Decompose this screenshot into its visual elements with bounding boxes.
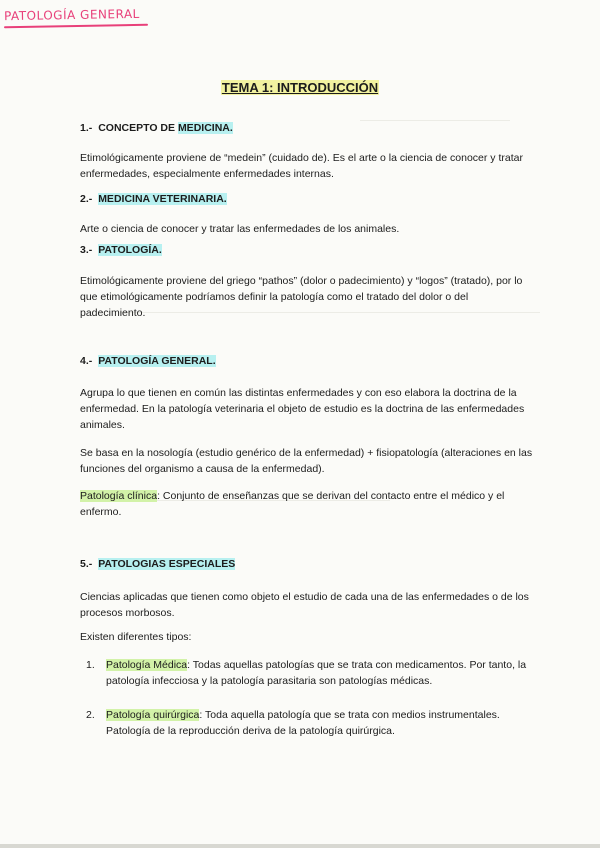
- section-heading-4: [80, 355, 216, 367]
- paragraph: [80, 445, 560, 477]
- heading-highlight: MEDICINA.: [177, 122, 233, 134]
- paragraph: [80, 589, 560, 621]
- paragraph: [80, 150, 560, 182]
- paragraph-line: Etimológicamente proviene del griego “pathos” (dolor o padecimiento) y “logos” (tratado), por lo: [80, 275, 523, 287]
- term-highlight: Patología quirúrgica: [106, 709, 200, 721]
- handwritten-title: PATOLOGÍA GENERAL: [3, 6, 140, 24]
- paragraph-text: : Conjunto de enseñanzas que se derivan del contacto entre el médico y el: [157, 490, 505, 502]
- paragraph-line: [80, 488, 560, 504]
- handwritten-underline: [4, 24, 148, 29]
- heading-highlight: MEDICINA VETERINARIA.: [98, 193, 227, 205]
- paragraph-line: padecimiento.: [80, 307, 146, 319]
- paragraph: [80, 629, 560, 645]
- section-number: 2.-: [80, 193, 93, 205]
- list-line: [106, 707, 576, 723]
- list-item: [86, 707, 576, 739]
- heading-highlight: PATOLOGIAS ESPECIALES: [98, 558, 236, 570]
- section-heading-5: [80, 558, 235, 570]
- paragraph: [80, 385, 560, 433]
- list-item: [86, 657, 576, 689]
- paragraph-line: enfermo.: [80, 506, 122, 518]
- section-heading-1: [80, 122, 233, 134]
- paragraph-line: enfermedad. En la patología veterinaria el objeto de estudio es la doctrina de las enfermedades: [80, 403, 525, 415]
- bleed-through-line: [360, 120, 510, 121]
- paragraph-line: Etimológicamente proviene de “medein” (cuidado de). Es el arte o la ciencia de conocer y tratar: [80, 152, 523, 164]
- term-highlight: Patología clínica: [80, 490, 158, 502]
- paragraph-line: funciones del organismo a causa de la enfermedad).: [80, 463, 325, 475]
- paragraph-line: Agrupa lo que tienen en común las distintas enfermedades y con eso elabora la doctrina de la: [80, 387, 517, 399]
- section-number: 5.-: [80, 558, 93, 570]
- paragraph: [80, 273, 560, 321]
- paragraph-line: enfermedades, especialmente enfermedades internas.: [80, 168, 334, 180]
- list-text: : Toda aquella patología que se trata con medios instrumentales.: [199, 709, 500, 721]
- paragraph-line: Ciencias aplicadas que tienen como objeto el estudio de cada una de las enfermedades o de los: [80, 591, 529, 603]
- section-heading-3: [80, 244, 162, 256]
- heading-highlight: PATOLOGÍA.: [98, 244, 162, 256]
- paragraph-line: Se basa en la nosología (estudio genérico de la enfermedad) + fisiopatología (alteraciones en las: [80, 447, 533, 459]
- paragraph-line: Existen diferentes tipos:: [80, 631, 192, 643]
- list-line: Patología de la reproducción deriva de la patología quirúrgica.: [106, 725, 395, 737]
- section-heading-2: [80, 193, 227, 205]
- heading-text: CONCEPTO DE: [98, 122, 176, 134]
- list-text: : Todas aquellas patologías que se trata con medicamentos. Por tanto, la: [187, 659, 527, 671]
- paragraph-line: animales.: [80, 419, 125, 431]
- list-line: [106, 657, 576, 673]
- heading-highlight: PATOLOGÍA GENERAL.: [98, 355, 216, 367]
- paragraph-line: procesos morbosos.: [80, 607, 175, 619]
- section-number: 3.-: [80, 244, 93, 256]
- section-number: 4.-: [80, 355, 93, 367]
- list-line: patología infecciosa y la patología parasitaria son patologías médicas.: [106, 675, 433, 687]
- list-marker: 1.: [86, 659, 95, 671]
- list-marker: 2.: [86, 709, 95, 721]
- paragraph: [80, 221, 560, 237]
- page-title-text: TEMA 1: INTRODUCCIÓN: [221, 80, 379, 95]
- page-bottom-edge: [0, 844, 600, 848]
- paragraph-line: que etimológicamente podríamos definir la patología como el tratado del dolor o del: [80, 291, 469, 303]
- term-highlight: Patología Médica: [106, 659, 188, 671]
- paragraph-line: Arte o ciencia de conocer y tratar las enfermedades de los animales.: [80, 223, 400, 235]
- page-title: [0, 80, 600, 95]
- paragraph: [80, 488, 560, 520]
- section-number: 1.-: [80, 122, 93, 134]
